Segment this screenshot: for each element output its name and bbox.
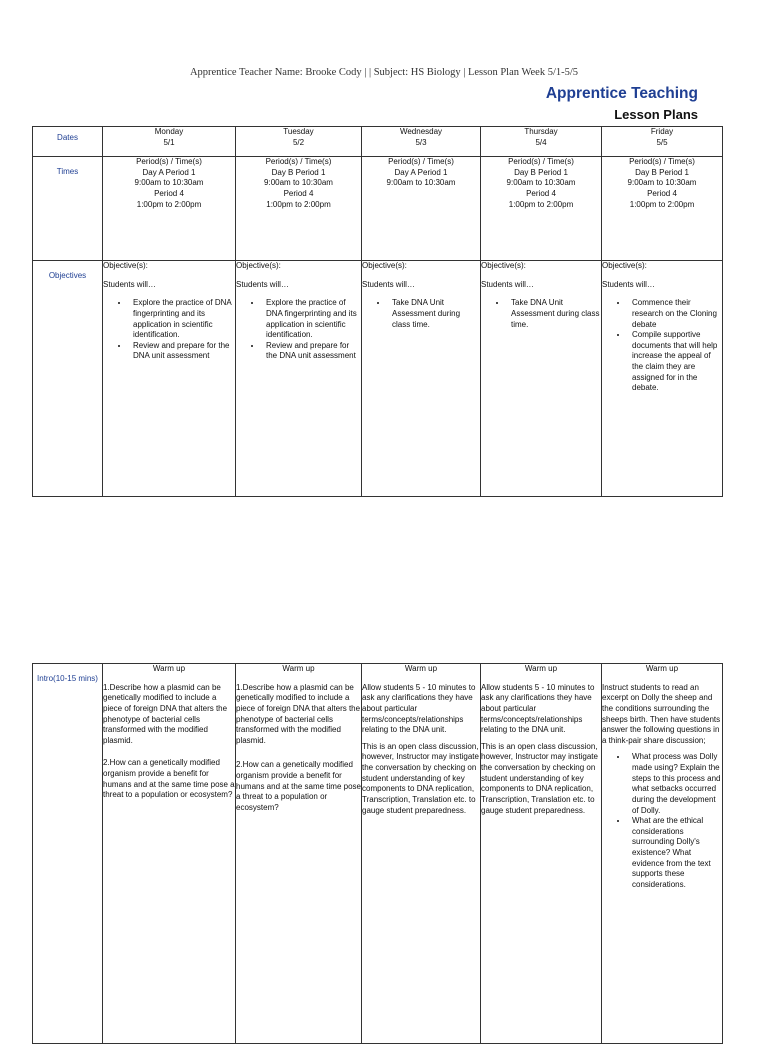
intro-paragraph: Allow students 5 - 10 minutes to ask any clarifications they have about particular terms/concepts/relationships relating to the DNA unit. [362, 682, 476, 735]
day-cell [362, 127, 481, 157]
objectives-list [103, 298, 235, 362]
times-cell [481, 157, 602, 261]
objectives-label-text: Objectives [48, 271, 87, 280]
time-line: Period(s) / Time(s) [136, 157, 202, 166]
time-line: Period(s) / Time(s) [388, 157, 454, 166]
intro-paragraph: Allow students 5 - 10 minutes to ask any clarifications they have about particular terms/concepts/relationships relating to the DNA unit. [481, 682, 595, 735]
day-name: Thursday [524, 127, 558, 136]
time-line: Day A Period 1 [142, 167, 196, 177]
list-item: • What process was Dolly made using? Explain the steps to this process and what setbacks occurred during the development of Dolly. [628, 752, 722, 816]
warm-up-heading: Warm up [404, 664, 438, 673]
day-date: 5/5 [656, 137, 668, 147]
objectives-lead: Students will… [362, 279, 415, 289]
time-line: 9:00am to 10:30am [627, 178, 697, 188]
time-line: Day B Period 1 [271, 167, 326, 177]
time-line: Day A Period 1 [394, 167, 448, 177]
brand-subtitle: Lesson Plans [614, 107, 698, 122]
time-line: 1:00pm to 2:00pm [136, 199, 202, 209]
dates-label-text: Dates [57, 133, 78, 142]
times-row [33, 157, 723, 261]
objectives-lead: Students will… [236, 279, 289, 289]
list-item: • Compile supportive documents that will help increase the appeal of the claim they are assigned for in the debate. [628, 330, 722, 394]
day-name: Tuesday [283, 127, 314, 136]
objectives-lead: Students will… [481, 279, 534, 289]
lesson-plan-table-top [32, 126, 723, 497]
intro-cell-thursday [481, 664, 602, 1044]
list-item: • Review and prepare for the DNA unit assessment [262, 341, 361, 362]
time-line: Period 4 [647, 188, 677, 198]
intro-paragraph: This is an open class discussion, however, Instructor may instigate the conversation by checking on student understanding of key components to DNA replication, Transcription, Translation etc. to gauge student preparedness. [481, 741, 598, 815]
list-item: • Take DNA Unit Assessment during class time. [388, 298, 480, 330]
intro-paragraph: 1.Describe how a plasmid can be genetically modified to include a piece of foreign DNA that alters the phenotype of bacterial cells transformed with the modified plasmid. [236, 682, 361, 745]
intro-paragraph: 1.Describe how a plasmid can be genetically modified to include a piece of foreign DNA that alters the phenotype of bacterial cells transformed with the modified plasmid. [103, 682, 228, 745]
day-date: 5/3 [415, 137, 427, 147]
objectives-heading: Objective(s): [481, 261, 526, 270]
times-label [33, 157, 103, 261]
time-line: 9:00am to 10:30am [134, 178, 204, 188]
time-line: Period 4 [283, 188, 314, 198]
objectives-list [481, 298, 601, 330]
intro-paragraph: This is an open class discussion, however, Instructor may instigate the conversation by checking on student understanding of key components to DNA replication, Transcription, Translation etc. to gauge student preparedness. [362, 741, 479, 815]
day-cell [481, 127, 602, 157]
times-cell [362, 157, 481, 261]
intro-cell-friday [602, 664, 723, 1044]
intro-cell-wednesday [362, 664, 481, 1044]
objectives-heading: Objective(s): [362, 261, 407, 270]
times-cell [602, 157, 723, 261]
day-date: 5/4 [535, 137, 547, 147]
dates-row [33, 127, 723, 157]
warm-up-heading: Warm up [524, 664, 558, 673]
time-line: 9:00am to 10:30am [386, 178, 456, 188]
brand-title: Apprentice Teaching [545, 85, 698, 102]
intro-cell-tuesday [236, 664, 362, 1044]
time-line: Period(s) / Time(s) [629, 157, 695, 166]
time-line: Day B Period 1 [514, 167, 568, 177]
objectives-cell [362, 261, 481, 497]
day-date: 5/1 [163, 137, 175, 147]
intro-label [33, 664, 103, 1044]
lesson-plan-table-bottom [32, 663, 723, 1044]
day-name: Wednesday [399, 127, 443, 136]
objectives-lead: Students will… [103, 279, 156, 289]
objectives-cell [236, 261, 362, 497]
warm-up-heading: Warm up [152, 664, 186, 673]
day-cell [236, 127, 362, 157]
objectives-heading: Objective(s): [103, 261, 148, 270]
list-item: • Commence their research on the Cloning debate [628, 298, 722, 330]
time-line: Period 4 [154, 188, 184, 198]
time-line: Period(s) / Time(s) [508, 157, 574, 166]
document-header: Apprentice Teacher Name: Brooke Cody | | Subject: HS Biology | Lesson Plan Week 5/1-5/5 [189, 67, 579, 78]
time-line: 9:00am to 10:30am [506, 178, 576, 188]
time-line: Day B Period 1 [635, 167, 689, 177]
objectives-heading: Objective(s): [602, 261, 647, 270]
warm-up-heading: Warm up [645, 664, 679, 673]
objectives-cell [602, 261, 723, 497]
objectives-label [33, 261, 103, 497]
objectives-cell [103, 261, 236, 497]
objectives-heading: Objective(s): [236, 261, 281, 270]
objectives-list [602, 298, 722, 394]
day-date: 5/2 [292, 137, 305, 147]
intro-paragraph: Instruct students to read an excerpt on Dolly the sheep and the conditions surrounding the sheeps birth. Then have students answer the following questions in a think-pair share discussion; [602, 682, 721, 745]
intro-row [33, 664, 723, 1044]
day-cell [602, 127, 723, 157]
intro-questions-list [602, 752, 722, 890]
times-cell [103, 157, 236, 261]
day-name: Monday [154, 127, 184, 136]
objectives-cell [481, 261, 602, 497]
objectives-list [362, 298, 480, 330]
time-line: 9:00am to 10:30am [264, 178, 333, 188]
day-cell [103, 127, 236, 157]
list-item: • Explore the practice of DNA fingerprinting and its application in scientific identification. [262, 298, 361, 341]
time-line: Period 4 [526, 188, 556, 198]
times-label-text: Times [56, 167, 79, 176]
time-line: 1:00pm to 2:00pm [508, 199, 574, 209]
list-item: • Review and prepare for the DNA unit assessment [129, 341, 235, 362]
intro-paragraph: 2.How can a genetically modified organism provide a benefit for humans and at the same time pose a threat to a population or ecosystem? [236, 760, 361, 812]
time-line: Period(s) / Time(s) [265, 157, 332, 166]
list-item: • Explore the practice of DNA fingerprinting and its application in scientific identification. [129, 298, 235, 341]
time-line: 1:00pm to 2:00pm [629, 199, 695, 209]
time-line: 1:00pm to 2:00pm [266, 199, 331, 209]
intro-cell-monday [103, 664, 236, 1044]
dates-label [33, 127, 103, 157]
objectives-list [236, 298, 361, 362]
intro-label-text: Intro(10-15 mins) [37, 674, 98, 683]
day-name: Friday [650, 127, 674, 136]
list-item: • What are the ethical considerations surrounding Dolly's existence? What evidence from the text supports these considerations. [628, 816, 722, 890]
times-cell [236, 157, 362, 261]
warm-up-heading: Warm up [282, 664, 315, 673]
objectives-row [33, 261, 723, 497]
intro-paragraph: 2.How can a genetically modified organism provide a benefit for humans and at the same time pose a threat to a population or ecosystem? [103, 758, 235, 800]
objectives-lead: Students will… [602, 279, 655, 289]
list-item: • Take DNA Unit Assessment during class time. [507, 298, 601, 330]
